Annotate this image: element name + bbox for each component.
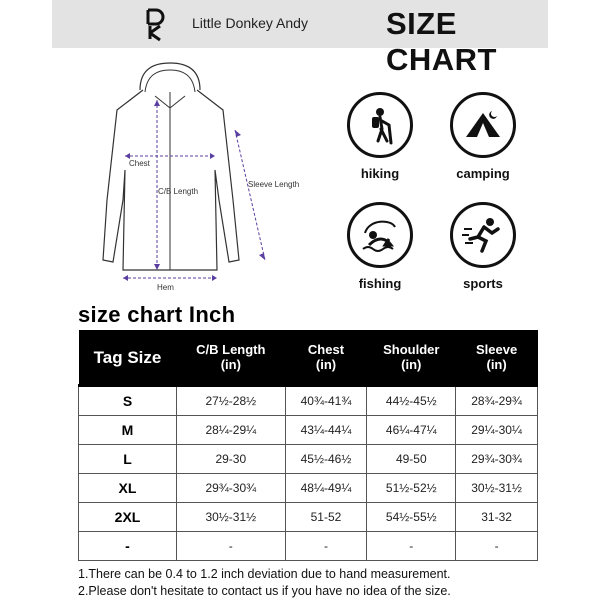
table-cell: 27½-28½ [177,386,286,416]
table-cell: 29¾-30¾ [456,445,538,474]
table-cell: 28¾-29¾ [456,386,538,416]
table-cell: 51½-52½ [367,474,456,503]
table-cell: 49-50 [367,445,456,474]
activity-camping [438,92,528,181]
fishing-icon [359,215,401,255]
table-header-cell: Shoulder (in) [367,330,456,386]
note-1: 1.There can be 0.4 to 1.2 inch deviation due to hand measurement. [78,567,451,581]
activity-label: sports [463,276,503,291]
table-row [79,445,538,474]
table-cell: 28¼-29¼ [177,416,286,445]
table-cell: - [285,532,367,561]
table-row [79,474,538,503]
table-cell: 29-30 [177,445,286,474]
header-bar [52,0,548,77]
table-cell: - [177,532,286,561]
camping-icon [462,105,504,145]
activity-fishing [335,202,425,291]
tag-size-cell: M [79,416,177,445]
table-cell: 51-52 [285,503,367,532]
table-cell: 54½-55½ [367,503,456,532]
sleeve-length-label: Sleeve Length [248,180,300,189]
activity-label: hiking [360,166,400,181]
table-cell: - [367,532,456,561]
table-cell: 29¾-30¾ [177,474,286,503]
table-cell: 29¼-30¼ [456,416,538,445]
table-title: size chart Inch [78,302,236,327]
sports-icon [462,215,504,255]
activity-label: camping [456,166,510,181]
table-cell: 30½-31½ [177,503,286,532]
table-row [79,386,538,416]
table-cell: 46¼-47¼ [367,416,456,445]
tag-size-cell: S [79,386,177,416]
tag-size-cell: 2XL [79,503,177,532]
page-title: SIZE CHART [386,6,497,77]
activity-sports [438,202,528,291]
tag-size-cell: L [79,445,177,474]
activity-label: fishing [358,276,402,291]
table-header-cell: Sleeve (in) [456,330,538,386]
hiking-icon [360,105,400,145]
table-header-cell: Chest (in) [285,330,367,386]
table-header-cell: Tag Size [79,330,177,386]
brand-logo-icon [142,6,176,42]
table-cell: 45½-46½ [285,445,367,474]
table-row [79,532,538,561]
size-table [78,330,538,561]
table-cell: 44½-45½ [367,386,456,416]
tag-size-cell: - [79,532,177,561]
brand-name: Little Donkey Andy [192,15,308,31]
table-cell: 40¾-41¾ [285,386,367,416]
cb-length-label: C/B Length [158,187,199,196]
activity-hiking [335,92,425,181]
table-row [79,416,538,445]
table-header-cell: C/B Length (in) [177,330,286,386]
table-row [79,503,538,532]
hem-label: Hem [157,283,174,292]
note-2: 2.Please don't hesitate to contact us if you have no idea of the size. [78,584,451,598]
chest-label: Chest [129,159,150,168]
table-cell: 48¼-49¼ [285,474,367,503]
table-cell: 31-32 [456,503,538,532]
table-cell: 30½-31½ [456,474,538,503]
table-cell: 43¼-44¼ [285,416,367,445]
jacket-diagram [95,60,325,300]
table-cell: - [456,532,538,561]
tag-size-cell: XL [79,474,177,503]
